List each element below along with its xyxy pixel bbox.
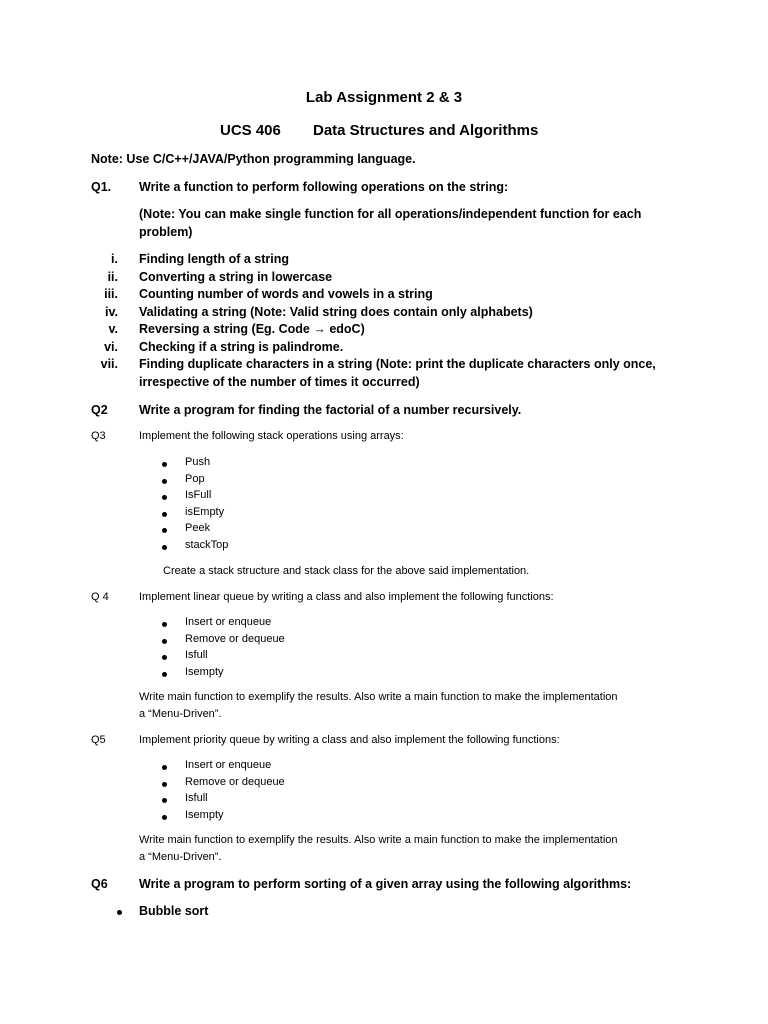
q1-item-text: Counting number of words and vowels in a string	[139, 287, 433, 301]
q3-text: Implement the following stack operations using arrays:	[139, 430, 404, 442]
q5-label: Q5	[91, 734, 106, 746]
q1-item-number: i.	[111, 252, 118, 266]
q1-item-text: Reversing a string (Eg. Code → edoC)	[139, 322, 365, 336]
bullet-icon	[162, 462, 167, 467]
q1-text: Write a function to perform following operations on the string:	[139, 180, 509, 194]
bullet-icon	[162, 655, 167, 660]
q4-list-item: Isfull	[185, 649, 208, 662]
q3-list-item: isEmpty	[185, 505, 225, 518]
q4-footer-line2: a “Menu-Driven”.	[139, 708, 222, 720]
q3-list-item: Pop	[185, 472, 205, 485]
bullet-icon	[162, 528, 167, 533]
q3-list-item: Push	[185, 456, 211, 468]
bullet-icon	[162, 815, 167, 820]
q1-item-number: iv.	[105, 305, 118, 319]
q5-list-item: Remove or dequeue	[185, 775, 285, 788]
q1-item-number: vi.	[104, 340, 118, 354]
q5-text: Implement priority queue by writing a class and also implement the following functions:	[139, 734, 560, 746]
q1-subnote-line1: (Note: You can make single function for all operations/independent function for each	[139, 207, 642, 221]
bullet-icon	[162, 622, 167, 627]
q4-text: Implement linear queue by writing a class and also implement the following functions:	[139, 591, 554, 603]
q6-list-item: Bubble sort	[139, 904, 209, 918]
bullet-icon	[162, 798, 167, 803]
bullet-icon	[162, 545, 167, 550]
language-note: Note: Use C/C++/JAVA/Python programming language.	[91, 152, 416, 166]
q3-list-item: stackTop	[185, 539, 229, 551]
q3-list-item: Peek	[185, 522, 211, 535]
q3-list-item: IsFull	[185, 489, 212, 502]
course-code: UCS 406	[220, 122, 281, 139]
q1-item-text: Validating a string (Note: Valid string does contain only alphabets)	[139, 305, 533, 319]
q5-list-item: Insert or enqueue	[185, 759, 272, 771]
q4-list-item: Insert or enqueue	[185, 616, 272, 628]
q5-list-item: Isfull	[185, 792, 208, 805]
bullet-icon	[162, 765, 167, 770]
q5-footer-line2: a “Menu-Driven”.	[139, 851, 222, 863]
bullet-icon	[162, 782, 167, 787]
q1-item-text: Converting a string in lowercase	[139, 270, 333, 284]
q1-item-text: Finding length of a string	[139, 252, 289, 266]
q1-item-text: Checking if a string is palindrome.	[139, 340, 344, 354]
bullet-icon	[162, 495, 167, 500]
q1-item-text: Finding duplicate characters in a string (Note: print the duplicate characters only once,	[139, 357, 656, 371]
document-title: Lab Assignment 2 & 3	[305, 89, 463, 106]
q5-footer-line1: Write main function to exemplify the results. Also write a main function to make the implementation	[139, 834, 618, 846]
q2-text: Write a program for finding the factorial of a number recursively.	[139, 403, 522, 417]
bullet-icon	[162, 639, 167, 644]
q1-item-number: ii.	[107, 270, 118, 284]
bullet-icon	[162, 479, 167, 484]
q4-list-item: Isempty	[185, 665, 224, 678]
q6-label: Q6	[91, 877, 108, 891]
bullet-icon	[162, 672, 167, 677]
q1-subnote-line2: problem)	[139, 225, 193, 239]
q5-list-item: Isempty	[185, 808, 224, 821]
q1-item-7-line2: irrespective of the number of times it occurred)	[139, 375, 420, 389]
bullet-icon	[117, 910, 122, 915]
q3-footer: Create a stack structure and stack class for the above said implementation.	[163, 565, 530, 577]
q4-footer-line1: Write main function to exemplify the results. Also write a main function to make the implementation	[139, 691, 618, 703]
q6-text: Write a program to perform sorting of a given array using the following algorithms:	[139, 877, 632, 891]
q3-label: Q3	[91, 430, 106, 442]
q1-label: Q1.	[91, 180, 112, 194]
q1-item-number: iii.	[104, 287, 118, 301]
q4-label: Q 4	[91, 591, 109, 603]
q4-list-item: Remove or dequeue	[185, 632, 285, 645]
course-name: Data Structures and Algorithms	[313, 122, 539, 139]
q1-item-number: vii.	[100, 357, 118, 371]
bullet-icon	[162, 512, 167, 517]
q1-item-number: v.	[108, 322, 118, 336]
q2-label: Q2	[91, 403, 108, 417]
